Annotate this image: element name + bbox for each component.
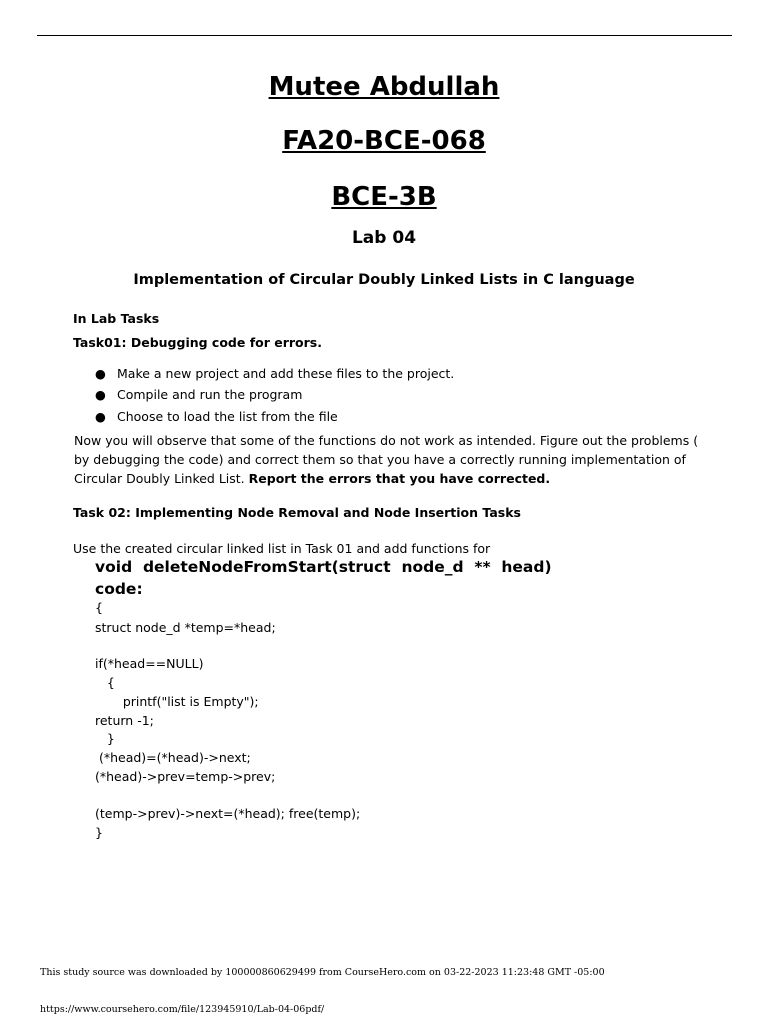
- in-lab-heading: In Lab Tasks: [73, 311, 160, 326]
- code-line: return -1;: [95, 713, 154, 728]
- task2-instruction: Use the created circular linked list in Task 01 and add functions for: [73, 541, 491, 556]
- code-line: }: [95, 825, 103, 840]
- code-line: {: [95, 600, 103, 615]
- student-name: Mutee Abdullah: [268, 72, 500, 102]
- code-line: {: [95, 675, 115, 690]
- source-url[interactable]: https://www.coursehero.com/file/123945910/Lab-04-06pdf/: [40, 1004, 325, 1015]
- code-line: (*head)->prev=temp->prev;: [95, 769, 276, 784]
- download-note: This study source was downloaded by 100000860629499 from CourseHero.com on 03-22-2023 11:23:48 GMT -05:00: [40, 967, 605, 978]
- code-line: struct node_d *temp=*head;: [95, 620, 276, 635]
- code-line: }: [95, 731, 115, 746]
- class-section: BCE-3B: [331, 182, 437, 212]
- code-line: printf("list is Empty");: [95, 694, 259, 709]
- top-rule: [37, 35, 732, 36]
- code-line: (temp->prev)->next=(*head); free(temp);: [95, 806, 361, 821]
- bullet-item: ● Make a new project and add these files to the project.: [95, 366, 455, 381]
- task2-title: Task 02: Implementing Node Removal and Node Insertion Tasks: [73, 505, 521, 520]
- code-label: code:: [95, 580, 143, 598]
- code-line: (*head)=(*head)->next;: [95, 750, 251, 765]
- bullet-item: ● Choose to load the list from the file: [95, 409, 338, 424]
- code-line: if(*head==NULL): [95, 656, 204, 671]
- bullet-item: ● Compile and run the program: [95, 387, 303, 402]
- lab-topic: Implementation of Circular Doubly Linked Lists in C language: [133, 272, 635, 288]
- lab-title: Lab 04: [351, 228, 417, 248]
- registration-number: FA20-BCE-068: [282, 126, 486, 156]
- function-signature: void deleteNodeFromStart(struct node_d ** head): [95, 558, 552, 576]
- bullet-icon: ●: [95, 387, 106, 402]
- task1-description: Now you will observe that some of the functions do not work as intended. Figure out the problems ( by debugging the code) and correct them so that you have a correctly running implementation of Circular Doubly Linked List. Report the errors that you have corrected.: [74, 433, 699, 486]
- task1-title: Task01: Debugging code for errors.: [73, 335, 322, 350]
- bullet-icon: ●: [95, 409, 106, 424]
- bullet-icon: ●: [95, 366, 106, 381]
